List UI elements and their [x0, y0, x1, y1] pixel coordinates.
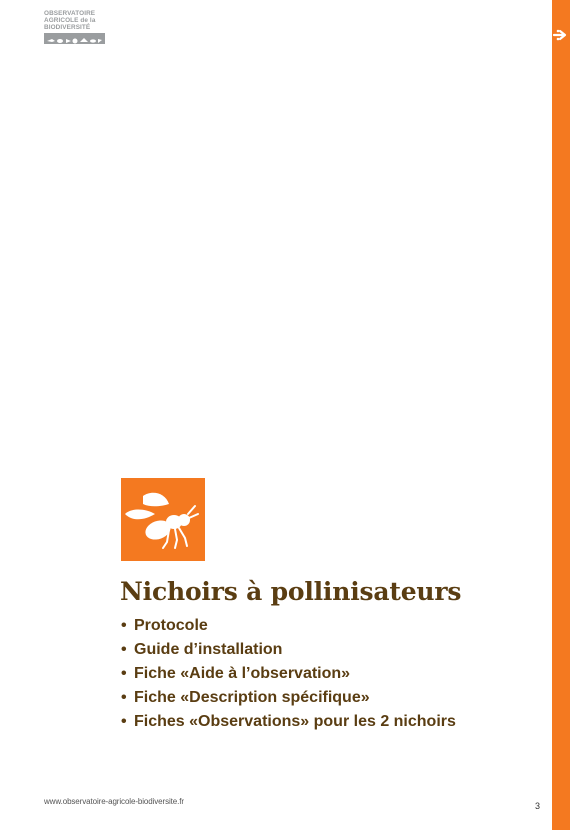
- bullet: •: [121, 641, 127, 658]
- bullet: •: [121, 617, 127, 634]
- list-item-label: Fiche «Aide à l’observation»: [134, 665, 351, 682]
- section-title: Nichoirs à pollinisateurs: [120, 577, 462, 606]
- list-item-installation-guide: [121, 638, 456, 662]
- page-number: 3: [535, 801, 541, 811]
- logo-line-3: BIODIVERSITÉ: [44, 24, 91, 31]
- side-accent-bar: [552, 0, 570, 830]
- animal-silhouettes-icon: [44, 35, 105, 46]
- logo-line-1: OBSERVATOIRE: [44, 10, 96, 17]
- footer-url: www.observatoire-agricole-biodiversite.fr: [44, 797, 184, 806]
- observatory-logo: [44, 10, 106, 46]
- list-item-label: Guide d’installation: [134, 641, 283, 658]
- section-icon-box: [121, 478, 205, 561]
- logo-animals-strip: [44, 33, 105, 44]
- logo-line-2: AGRICOLE de la: [44, 17, 96, 24]
- bullet: •: [121, 689, 127, 706]
- bullet: •: [121, 713, 127, 730]
- arrow-right-icon: [552, 26, 570, 44]
- list-item-observation-sheets: [121, 710, 456, 734]
- list-item-specific-description: [121, 686, 456, 710]
- list-item-observation-aid: [121, 662, 456, 686]
- list-item-label: Fiches «Observations» pour les 2 nichoirs: [134, 713, 456, 730]
- list-item-label: Protocole: [134, 617, 208, 634]
- bullet: •: [121, 665, 127, 682]
- contents-list: [121, 614, 456, 734]
- list-item-label: Fiche «Description spécifique»: [134, 689, 370, 706]
- list-item-protocol: [121, 614, 456, 638]
- bee-icon: [121, 478, 205, 561]
